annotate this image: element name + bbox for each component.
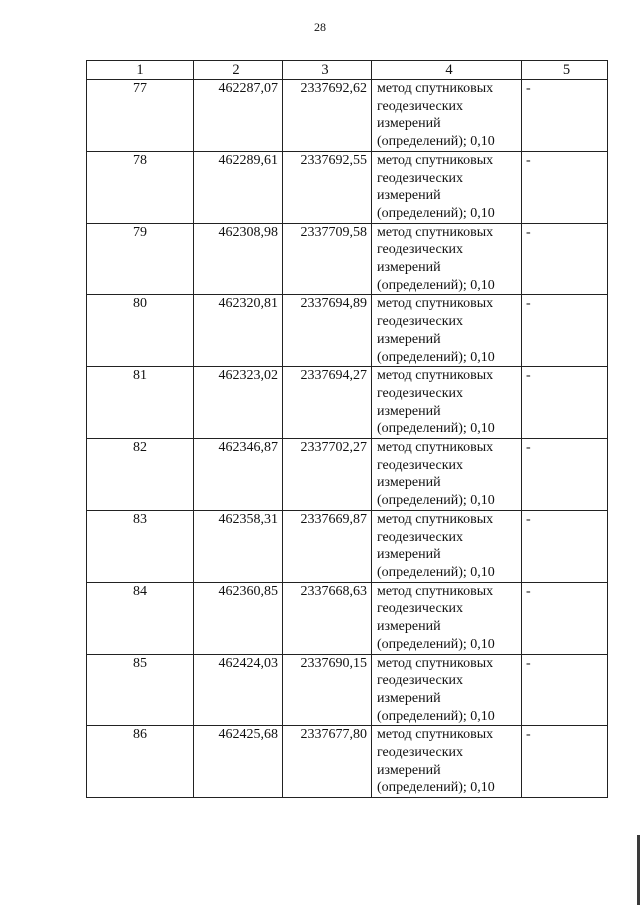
y-coordinate-cell: 2337702,27 [283, 439, 372, 511]
method-line: геодезических [377, 385, 464, 401]
method-line: (определений); 0,10 [377, 564, 495, 580]
method-line: метод спутниковых [377, 296, 494, 312]
table-row [87, 654, 608, 726]
method-line: (определений); 0,10 [377, 421, 495, 437]
note-cell: - [522, 510, 608, 582]
table-row [87, 295, 608, 367]
x-coordinate-cell: 462360,85 [194, 582, 283, 654]
method-line: измерений [377, 188, 441, 204]
x-coordinate-cell: 462308,98 [194, 223, 283, 295]
note-cell: - [522, 582, 608, 654]
y-coordinate-cell: 2337709,58 [283, 223, 372, 295]
method-line: измерений [377, 475, 441, 491]
table-body [87, 80, 608, 798]
method-cell [372, 367, 522, 439]
note-cell: - [522, 439, 608, 511]
method-line: геодезических [377, 170, 464, 186]
method-line: (определений); 0,10 [377, 349, 495, 365]
method-line: геодезических [377, 457, 464, 473]
table-row [87, 510, 608, 582]
note-cell: - [522, 223, 608, 295]
method-line: метод спутниковых [377, 583, 494, 599]
method-line: метод спутниковых [377, 440, 494, 456]
y-coordinate-cell: 2337694,27 [283, 367, 372, 439]
x-coordinate-cell: 462287,07 [194, 80, 283, 152]
note-cell: - [522, 367, 608, 439]
point-number-cell: 83 [87, 510, 194, 582]
note-cell: - [522, 295, 608, 367]
x-coordinate-cell: 462425,68 [194, 726, 283, 798]
y-coordinate-cell: 2337692,62 [283, 80, 372, 152]
y-coordinate-cell: 2337669,87 [283, 510, 372, 582]
x-coordinate-cell: 462323,02 [194, 367, 283, 439]
method-cell [372, 151, 522, 223]
x-coordinate-cell: 462320,81 [194, 295, 283, 367]
note-cell: - [522, 654, 608, 726]
table-row [87, 367, 608, 439]
y-coordinate-cell: 2337692,55 [283, 151, 372, 223]
point-number-cell: 78 [87, 151, 194, 223]
table-row [87, 726, 608, 798]
method-cell [372, 295, 522, 367]
y-coordinate-cell: 2337677,80 [283, 726, 372, 798]
method-cell [372, 654, 522, 726]
table-row [87, 151, 608, 223]
method-line: измерений [377, 116, 441, 132]
method-line: метод спутниковых [377, 81, 494, 96]
column-header-3: 3 [283, 61, 372, 80]
method-line: геодезических [377, 98, 464, 114]
method-line: измерений [377, 331, 441, 347]
method-line: измерений [377, 547, 441, 563]
x-coordinate-cell: 462289,61 [194, 151, 283, 223]
method-line: геодезических [377, 601, 464, 617]
method-cell [372, 439, 522, 511]
method-line: (определений); 0,10 [377, 493, 495, 509]
y-coordinate-cell: 2337694,89 [283, 295, 372, 367]
table-row [87, 439, 608, 511]
method-cell [372, 582, 522, 654]
method-line: (определений); 0,10 [377, 277, 495, 293]
point-number-cell: 85 [87, 654, 194, 726]
method-line: измерений [377, 762, 441, 778]
point-number-cell: 81 [87, 367, 194, 439]
method-line: (определений); 0,10 [377, 134, 495, 150]
method-cell [372, 510, 522, 582]
method-line: геодезических [377, 314, 464, 330]
y-coordinate-cell: 2337668,63 [283, 582, 372, 654]
y-coordinate-cell: 2337690,15 [283, 654, 372, 726]
method-cell [372, 80, 522, 152]
point-number-cell: 80 [87, 295, 194, 367]
column-header-2: 2 [194, 61, 283, 80]
column-header-1: 1 [87, 61, 194, 80]
method-line: (определений); 0,10 [377, 636, 495, 652]
method-line: (определений); 0,10 [377, 780, 495, 796]
table-row [87, 223, 608, 295]
x-coordinate-cell: 462424,03 [194, 654, 283, 726]
point-number-cell: 77 [87, 80, 194, 152]
method-line: измерений [377, 403, 441, 419]
method-line: метод спутниковых [377, 727, 494, 743]
method-line: геодезических [377, 745, 464, 761]
method-line: измерений [377, 619, 441, 635]
column-header-5: 5 [522, 61, 608, 80]
column-header-4: 4 [372, 61, 522, 80]
table-header-row [87, 61, 608, 80]
method-cell [372, 223, 522, 295]
method-line: измерений [377, 690, 441, 706]
method-line: геодезических [377, 242, 464, 258]
method-line: метод спутниковых [377, 224, 494, 240]
point-number-cell: 79 [87, 223, 194, 295]
page-number: 28 [314, 20, 326, 34]
method-cell [372, 726, 522, 798]
method-line: метод спутниковых [377, 511, 494, 527]
point-number-cell: 86 [87, 726, 194, 798]
x-coordinate-cell: 462346,87 [194, 439, 283, 511]
method-line: метод спутниковых [377, 655, 494, 671]
method-line: измерений [377, 260, 441, 276]
method-line: геодезических [377, 673, 464, 689]
note-cell: - [522, 151, 608, 223]
method-line: метод спутниковых [377, 368, 494, 384]
method-line: (определений); 0,10 [377, 205, 495, 221]
note-cell: - [522, 80, 608, 152]
point-number-cell: 84 [87, 582, 194, 654]
x-coordinate-cell: 462358,31 [194, 510, 283, 582]
method-line: (определений); 0,10 [377, 708, 495, 724]
note-cell: - [522, 726, 608, 798]
coordinates-table [86, 60, 608, 798]
table-row [87, 80, 608, 152]
table-row [87, 582, 608, 654]
method-line: геодезических [377, 529, 464, 545]
method-line: метод спутниковых [377, 152, 494, 168]
point-number-cell: 82 [87, 439, 194, 511]
